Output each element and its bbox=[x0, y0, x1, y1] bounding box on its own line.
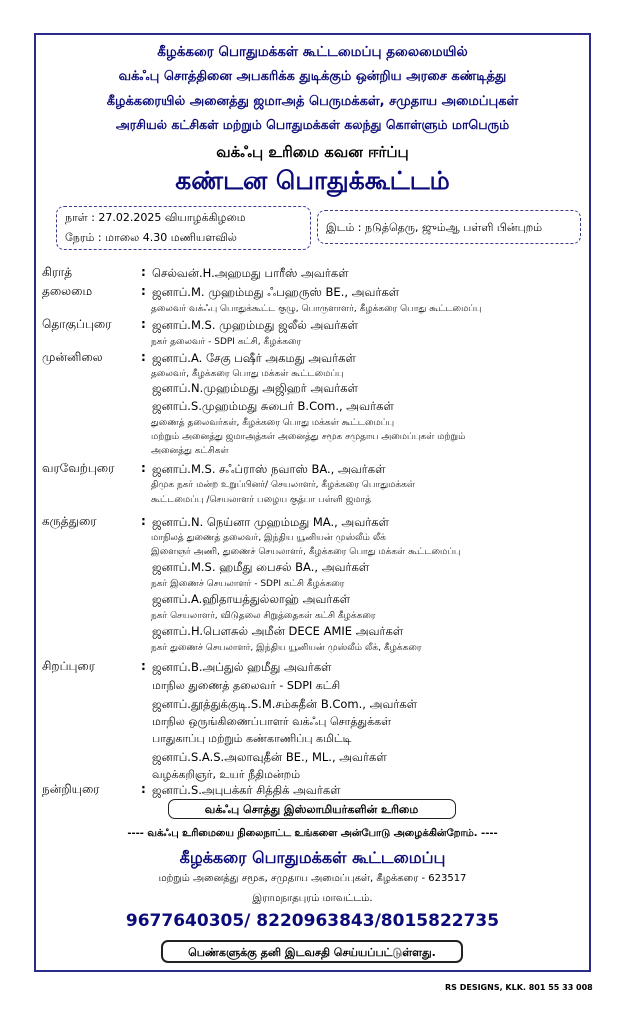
role-kirath: கிராத் bbox=[42, 265, 73, 279]
speaker-name: ஜனாப்.S.A.S.அலாவுதீன் BE., ML., அவர்கள் bbox=[152, 750, 387, 764]
speaker-name: ஜனாப்.A.ஹிதாயத்துல்லாஹ் அவர்கள் bbox=[152, 592, 351, 606]
event-venue: இடம் : நடுத்தெரு, ஜும்ஆ பள்ளி பின்புறம் bbox=[326, 221, 543, 234]
header-subtitle: வக்ஃபு உரிமை கவன ஈர்ப்பு bbox=[216, 143, 409, 161]
slogan: வக்ஃபு சொத்து இஸ்லாமியர்களின் உரிமை bbox=[204, 803, 419, 816]
invitation-line: ---- வக்ஃபு உரிமையை நிலைநாட்ட உங்களை அன்போடு அழைக்கின்றோம். ---- bbox=[127, 828, 498, 839]
role-thalaimai: தலைமை bbox=[42, 284, 93, 298]
speaker-name: செல்வன்.H.அஹமது பாரீஸ் அவர்கள் bbox=[152, 266, 349, 280]
speaker-name: ஜனாப்.M.S. முஹம்மது ஜலீல் அவர்கள் bbox=[152, 318, 359, 332]
speaker-name: ஜனாப்.S.அபுபக்கர் சித்திக் அவர்கள் bbox=[152, 783, 341, 797]
role-sirappurai: சிறப்புரை bbox=[42, 659, 95, 673]
speaker-desc: இளைஞர் அணி, துணைச் செயலாளர், கீழக்கரை பொது மக்கள் கூட்டமைப்பு bbox=[151, 547, 461, 557]
speaker-desc: பாதுகாப்பு மற்றும் கண்காணிப்பு கமிட்டி bbox=[152, 732, 352, 745]
org-line-2: இராமநாதபுரம் மாவட்டம். bbox=[252, 893, 373, 904]
speaker-desc: மாநில ஒருங்கிணைப்பாளர் வக்ஃபு சொத்துக்கள் bbox=[152, 715, 392, 728]
header-line-2: வக்ஃபு சொத்தினை அபகரிக்க துடிக்கும் ஒன்றிய அரசை கண்டித்து bbox=[118, 69, 507, 84]
speaker-desc: மாநில துணைத் தலைவர் - SDPI கட்சி bbox=[152, 679, 341, 692]
colon: : bbox=[141, 782, 146, 796]
header-line-4: அரசியல் கட்சிகள் மற்றும் பொதுமக்கள் கலந்து கொள்ளும் மாபெரும் bbox=[115, 117, 510, 132]
event-time: நேரம் : மாலை 4.30 மணியளவில் bbox=[65, 231, 237, 244]
colon: : bbox=[141, 317, 146, 331]
role-nanriyurai: நன்றியுரை bbox=[42, 782, 100, 796]
colon: : bbox=[141, 265, 146, 279]
colon: : bbox=[141, 350, 146, 364]
org-name: கீழக்கரை பொதுமக்கள் கூட்டமைப்பு bbox=[179, 848, 446, 867]
speaker-name: ஜனாப்.M. முஹம்மது ஃபஹருஸ் BE., அவர்கள் bbox=[152, 285, 400, 299]
date-time-box bbox=[56, 206, 311, 250]
speaker-name: ஜனாப்.A. சேகு பஷீர் அகமது அவர்கள் bbox=[152, 351, 356, 365]
speaker-desc: திமுக நகர் மன்ற உறுப்பினர்/ செயலாளர், கீழக்கரை பொதுமக்கள் bbox=[151, 480, 416, 490]
speaker-desc: வழக்கறிஞர், உயர் நீதிமன்றம் bbox=[152, 768, 301, 781]
phone-numbers: 9677640305/ 8220963843/8015822735 bbox=[125, 911, 500, 931]
speaker-desc: நகர் செயலாளர், விடுதலை சிறுத்தைகள் கட்சி கீழக்கரை bbox=[151, 611, 376, 621]
speaker-desc: மாநிலத் துணைத் தலைவர், இந்திய யூனியன் முஸ்லீம் லீக் bbox=[151, 533, 386, 543]
speaker-name: ஜனாப்.N. நெய்னா முஹம்மது MA., அவர்கள் bbox=[152, 515, 389, 529]
role-karuthurai: கருத்துரை bbox=[42, 514, 97, 528]
colon: : bbox=[141, 659, 146, 673]
role-varaverppurai: வரவேற்புரை bbox=[42, 461, 115, 475]
speaker-desc: தலைவர், கீழக்கரை பொது மக்கள் கூட்டமைப்பு bbox=[151, 369, 344, 379]
designer-credit: RS DESIGNS, KLK. 801 55 33 008 bbox=[445, 983, 593, 992]
speaker-name: ஜனாப்.B.அப்துல் ஹமீது அவர்கள் bbox=[152, 660, 332, 674]
speaker-desc: துணைத் தலைவர்கள், கீழக்கரை பொது மக்கள் கூட்டமைப்பு bbox=[151, 418, 395, 428]
speaker-desc: மற்றும் அனைத்து ஜமாஅத்கள் அனைத்து சமூக சமுதாய அமைப்புகள் மற்றும் bbox=[151, 432, 466, 442]
colon: : bbox=[141, 514, 146, 528]
speaker-desc: நகர் தலைவர் - SDPI கட்சி, கீழக்கரை bbox=[151, 337, 302, 347]
speaker-name: ஜனாப்.தூத்துக்குடி.S.M.சம்சுதீன் B.Com., அவர்கள் bbox=[152, 697, 418, 711]
speaker-desc: கூட்டமைப்பு /செயலாளர் பழைய குத்பா பள்ளி ஜமாத் bbox=[151, 495, 372, 505]
speaker-name: ஜனாப்.M.S. சஃப்ராஸ் நவாஸ் BA., அவர்கள் bbox=[152, 462, 386, 476]
colon: : bbox=[141, 461, 146, 475]
venue-box bbox=[317, 210, 581, 244]
org-line-1: மற்றும் அனைத்து சமூக, சமுதாய அமைப்புகள், கீழக்கரை - 623517 bbox=[158, 873, 467, 884]
speaker-desc: அனைத்து கட்சிகள் bbox=[151, 446, 229, 456]
colon: : bbox=[141, 284, 146, 298]
speaker-desc: தலைவர் வக்ஃபு பொதுக்கூட்ட குழு, பொருளாளர், கீழக்கரை பொது கூட்டமைப்பு bbox=[151, 304, 482, 314]
speaker-desc: நகர் துணைச் செயலாளர், இந்திய யூனியன் முஸ்லீம் லீக், கீழக்கரை bbox=[151, 643, 422, 653]
speaker-desc: நகர் இணைச் செயலாளர் - SDPI கட்சி கீழக்கரை bbox=[151, 579, 345, 589]
header-line-3: கீழக்கரையில் அனைத்து ஜமாஅத் பெருமக்கள், சமுதாய அமைப்புகள் bbox=[106, 94, 519, 109]
speaker-name: ஜனாப்.H.பௌசுல் அமீன் DECE AMIE அவர்கள் bbox=[152, 624, 404, 638]
header-line-1: கீழக்கரை பொதுமக்கள் கூட்டமைப்பு தலைமையில் bbox=[157, 44, 468, 60]
event-date: நாள் : 27.02.2025 வியாழக்கிழமை bbox=[65, 211, 246, 224]
role-munnilai: முன்னிலை bbox=[42, 350, 103, 364]
women-note-box bbox=[161, 940, 463, 963]
slogan-box bbox=[168, 799, 456, 819]
women-note: பெண்களுக்கு தனி இடவசதி செய்யப்பட்டுள்ளது. bbox=[188, 946, 436, 959]
header-title: கண்டன பொதுக்கூட்டம் bbox=[175, 166, 450, 195]
speaker-name: ஜனாப்.M.S. ஹமீது பைசல் BA., அவர்கள் bbox=[152, 560, 370, 574]
role-thoguppurai: தொகுப்புரை bbox=[42, 317, 112, 331]
speaker-name: ஜனாப்.N.முஹம்மது அஜிஹர் அவர்கள் bbox=[152, 381, 358, 395]
speaker-name: ஜனாப்.S.முஹம்மது சுபைர் B.Com., அவர்கள் bbox=[152, 399, 394, 413]
